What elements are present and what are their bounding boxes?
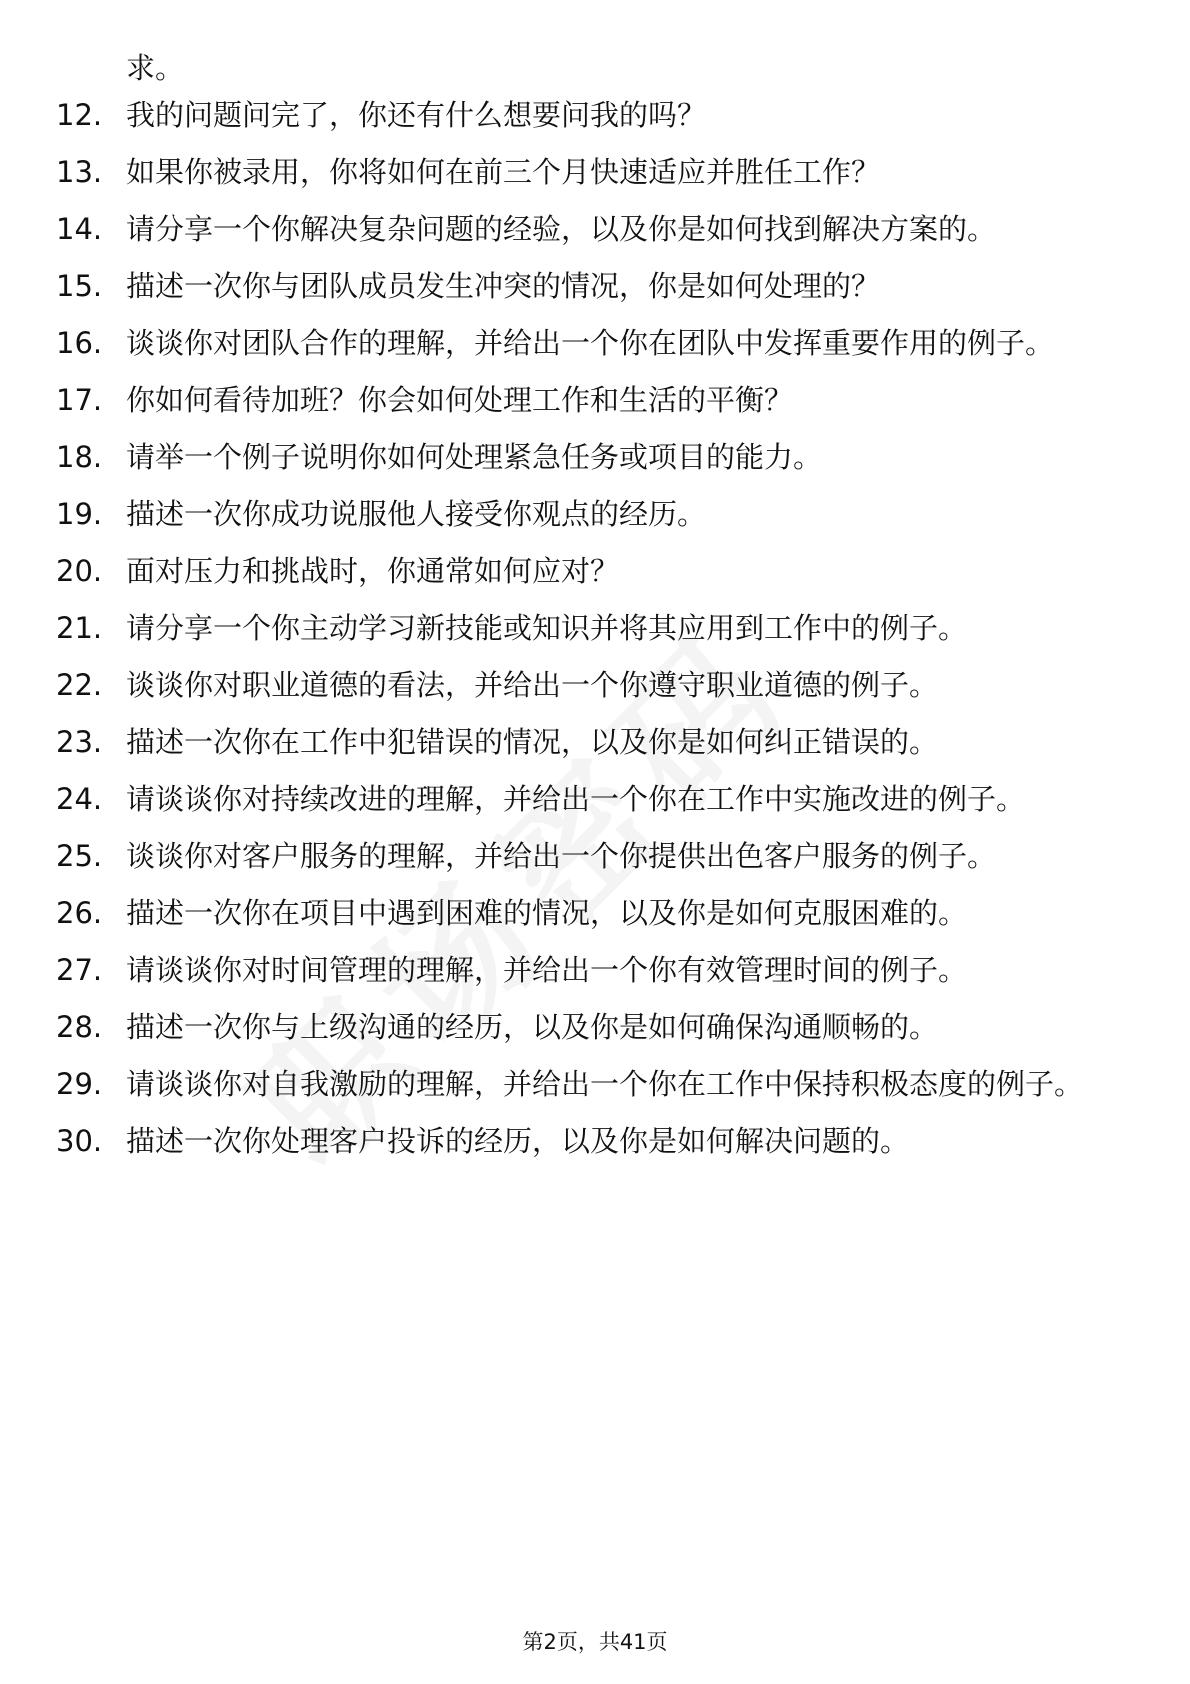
item-number: 17. xyxy=(56,383,103,417)
item-text: 描述一次你在工作中犯错误的情况，以及你是如何纠正错误的。 xyxy=(126,725,939,759)
list-item xyxy=(56,151,1116,194)
item-number: 25. xyxy=(56,839,103,873)
list-item xyxy=(56,835,1116,878)
item-text: 描述一次你处理客户投诉的经历，以及你是如何解决问题的。 xyxy=(126,1124,910,1158)
item-text: 描述一次你与上级沟通的经历，以及你是如何确保沟通顺畅的。 xyxy=(126,1010,939,1044)
list-item xyxy=(56,721,1116,764)
item-text: 谈谈你对客户服务的理解，并给出一个你提供出色客户服务的例子。 xyxy=(126,839,997,873)
list-item xyxy=(56,949,1116,992)
list-item xyxy=(56,208,1116,251)
list-item xyxy=(56,436,1116,479)
question-list xyxy=(56,94,1116,1177)
list-item xyxy=(56,379,1116,422)
item-number: 13. xyxy=(56,155,103,189)
list-item xyxy=(56,1006,1116,1049)
item-number: 14. xyxy=(56,212,103,246)
item-number: 30. xyxy=(56,1124,103,1158)
item-number: 20. xyxy=(56,554,103,588)
list-item xyxy=(56,607,1116,650)
page-footer: 第2页，共41页 xyxy=(522,1630,668,1654)
list-item xyxy=(56,322,1116,365)
item-text: 请谈谈你对持续改进的理解，并给出一个你在工作中实施改进的例子。 xyxy=(126,782,1026,816)
item-text: 谈谈你对团队合作的理解，并给出一个你在团队中发挥重要作用的例子。 xyxy=(126,326,1055,360)
item-number: 19. xyxy=(56,497,103,531)
item-number: 24. xyxy=(56,782,103,816)
list-item xyxy=(56,1120,1116,1163)
item-text: 你如何看待加班？你会如何处理工作和生活的平衡？ xyxy=(126,383,794,417)
item-text: 我的问题问完了，你还有什么想要问我的吗？ xyxy=(126,98,707,132)
item-text: 面对压力和挑战时，你通常如何应对？ xyxy=(126,554,620,588)
item-text: 请谈谈你对时间管理的理解，并给出一个你有效管理时间的例子。 xyxy=(126,953,968,987)
item-text: 描述一次你在项目中遇到困难的情况，以及你是如何克服困难的。 xyxy=(126,896,968,930)
item-text: 谈谈你对职业道德的看法，并给出一个你遵守职业道德的例子。 xyxy=(126,668,939,702)
item-number: 18. xyxy=(56,440,103,474)
list-item xyxy=(56,892,1116,935)
item-number: 28. xyxy=(56,1010,103,1044)
item-number: 26. xyxy=(56,896,103,930)
item-text: 描述一次你与团队成员发生冲突的情况，你是如何处理的？ xyxy=(126,269,881,303)
item-text: 描述一次你成功说服他人接受你观点的经历。 xyxy=(126,497,707,531)
list-item xyxy=(56,664,1116,707)
item-number: 21. xyxy=(56,611,103,645)
item-number: 15. xyxy=(56,269,103,303)
item-number: 27. xyxy=(56,953,103,987)
item-number: 29. xyxy=(56,1067,103,1101)
item-number: 16. xyxy=(56,326,103,360)
item-text: 如果你被录用，你将如何在前三个月快速适应并胜任工作？ xyxy=(126,155,881,189)
item-text: 请谈谈你对自我激励的理解，并给出一个你在工作中保持积极态度的例子。 xyxy=(126,1067,1084,1101)
item-text: 请举一个例子说明你如何处理紧急任务或项目的能力。 xyxy=(126,440,823,474)
list-item xyxy=(56,265,1116,308)
item-number: 23. xyxy=(56,725,103,759)
list-item xyxy=(56,550,1116,593)
list-item xyxy=(56,94,1116,137)
item-text: 请分享一个你解决复杂问题的经验，以及你是如何找到解决方案的。 xyxy=(126,212,997,246)
continuation-text: 求。 xyxy=(126,51,185,85)
item-text: 请分享一个你主动学习新技能或知识并将其应用到工作中的例子。 xyxy=(126,611,968,645)
list-item xyxy=(56,778,1116,821)
item-number: 12. xyxy=(56,98,103,132)
list-item xyxy=(56,1063,1116,1106)
list-item xyxy=(56,493,1116,536)
item-number: 22. xyxy=(56,668,103,702)
